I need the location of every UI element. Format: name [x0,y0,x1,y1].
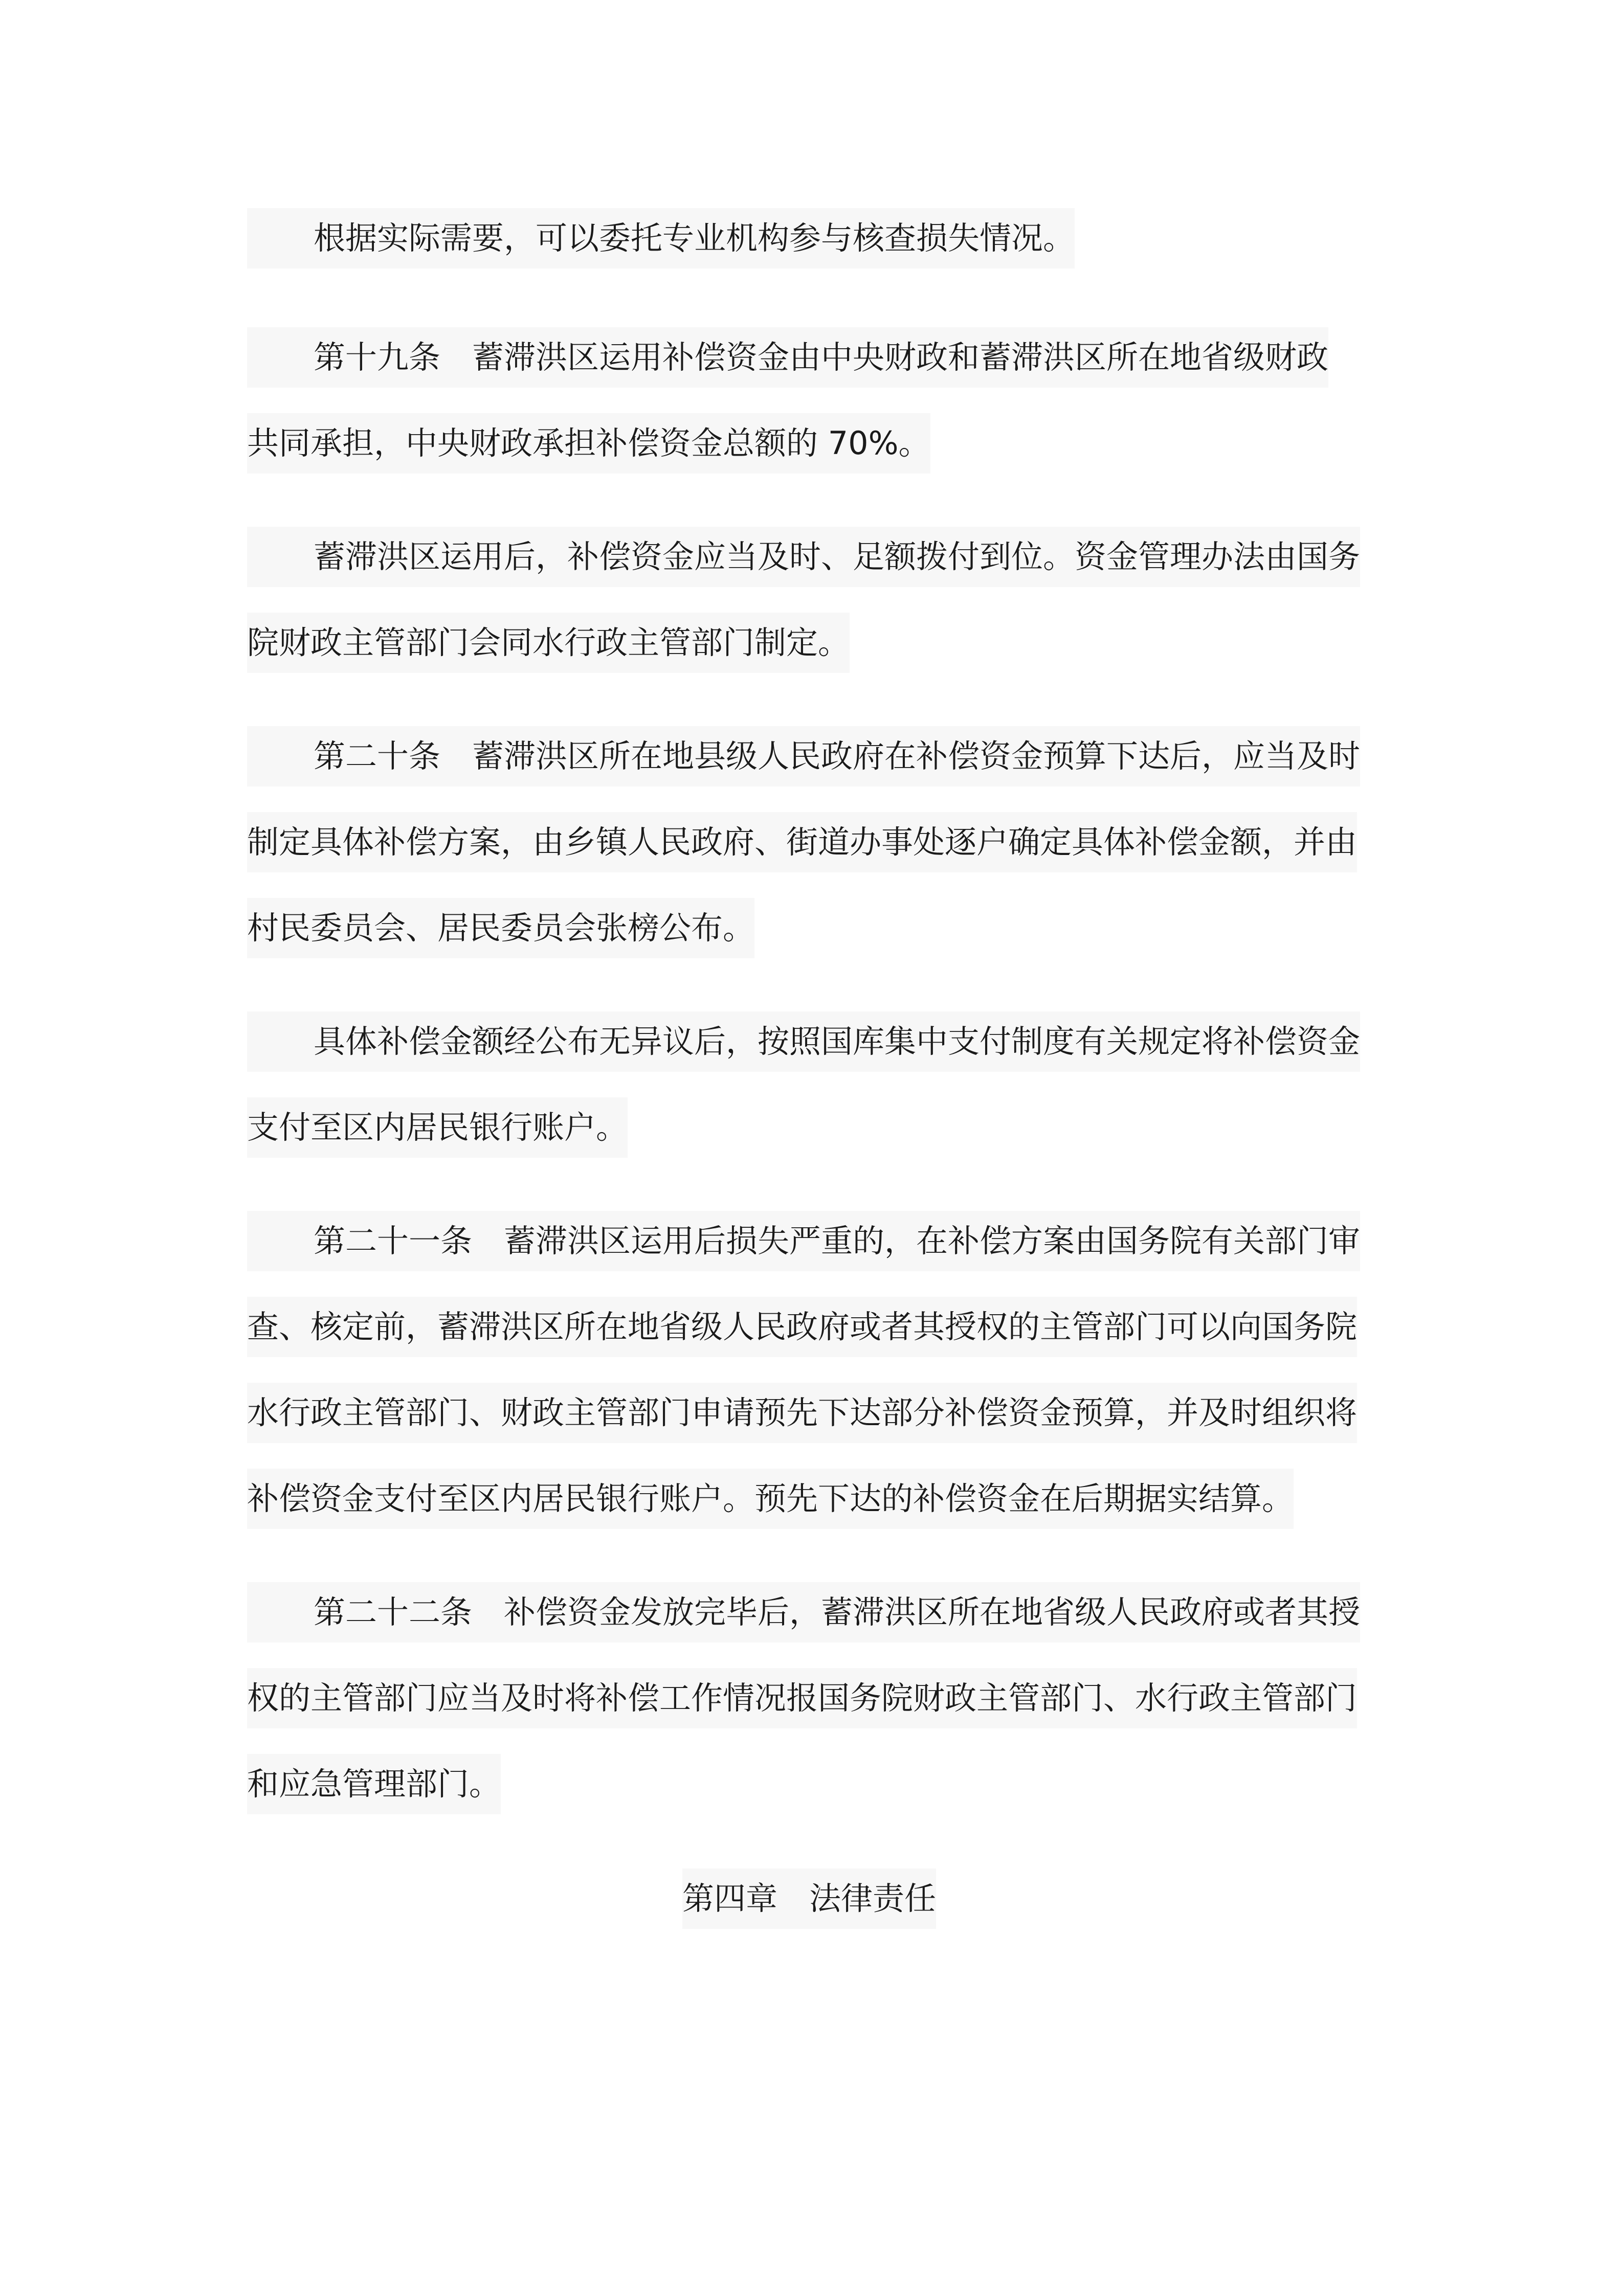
article-20-line: 村民委员会、居民委员会张榜公布。 [247,898,754,958]
paragraph-line: 具体补偿金额经公布无异议后，按照国库集中支付制度有关规定将补偿资金 [247,1011,1360,1072]
paragraph-line: 支付至区内居民银行账户。 [247,1097,628,1158]
article-22-line: 权的主管部门应当及时将补偿工作情况报国务院财政主管部门、水行政主管部门 [247,1668,1357,1728]
article-21-line: 第二十一条 蓄滞洪区运用后损失严重的，在补偿方案由国务院有关部门审 [247,1211,1360,1271]
article-20-line: 第二十条 蓄滞洪区所在地县级人民政府在补偿资金预算下达后，应当及时 [247,726,1360,786]
article-19-line: 第十九条 蓄滞洪区运用补偿资金由中央财政和蓄滞洪区所在地省级财政 [247,327,1328,388]
article-21-line: 水行政主管部门、财政主管部门申请预先下达部分补偿资金预算，并及时组织将 [247,1383,1357,1443]
paragraph-line: 院财政主管部门会同水行政主管部门制定。 [247,613,850,673]
paragraph-line: 蓄滞洪区运用后，补偿资金应当及时、足额拨付到位。资金管理办法由国务 [247,527,1360,587]
article-22-line: 第二十二条 补偿资金发放完毕后，蓄滞洪区所在地省级人民政府或者其授 [247,1582,1360,1642]
article-20-line: 制定具体补偿方案，由乡镇人民政府、街道办事处逐户确定具体补偿金额，并由 [247,812,1357,872]
article-22-line: 和应急管理部门。 [247,1754,501,1814]
article-21-line: 补偿资金支付至区内居民银行账户。预先下达的补偿资金在后期据实结算。 [247,1469,1294,1529]
chapter-heading: 第四章 法律责任 [682,1869,936,1929]
paragraph-line: 根据实际需要，可以委托专业机构参与核查损失情况。 [247,208,1075,268]
article-21-line: 查、核定前，蓄滞洪区所在地省级人民政府或者其授权的主管部门可以向国务院 [247,1297,1357,1357]
article-19-line: 共同承担，中央财政承担补偿资金总额的 70%。 [247,413,930,474]
